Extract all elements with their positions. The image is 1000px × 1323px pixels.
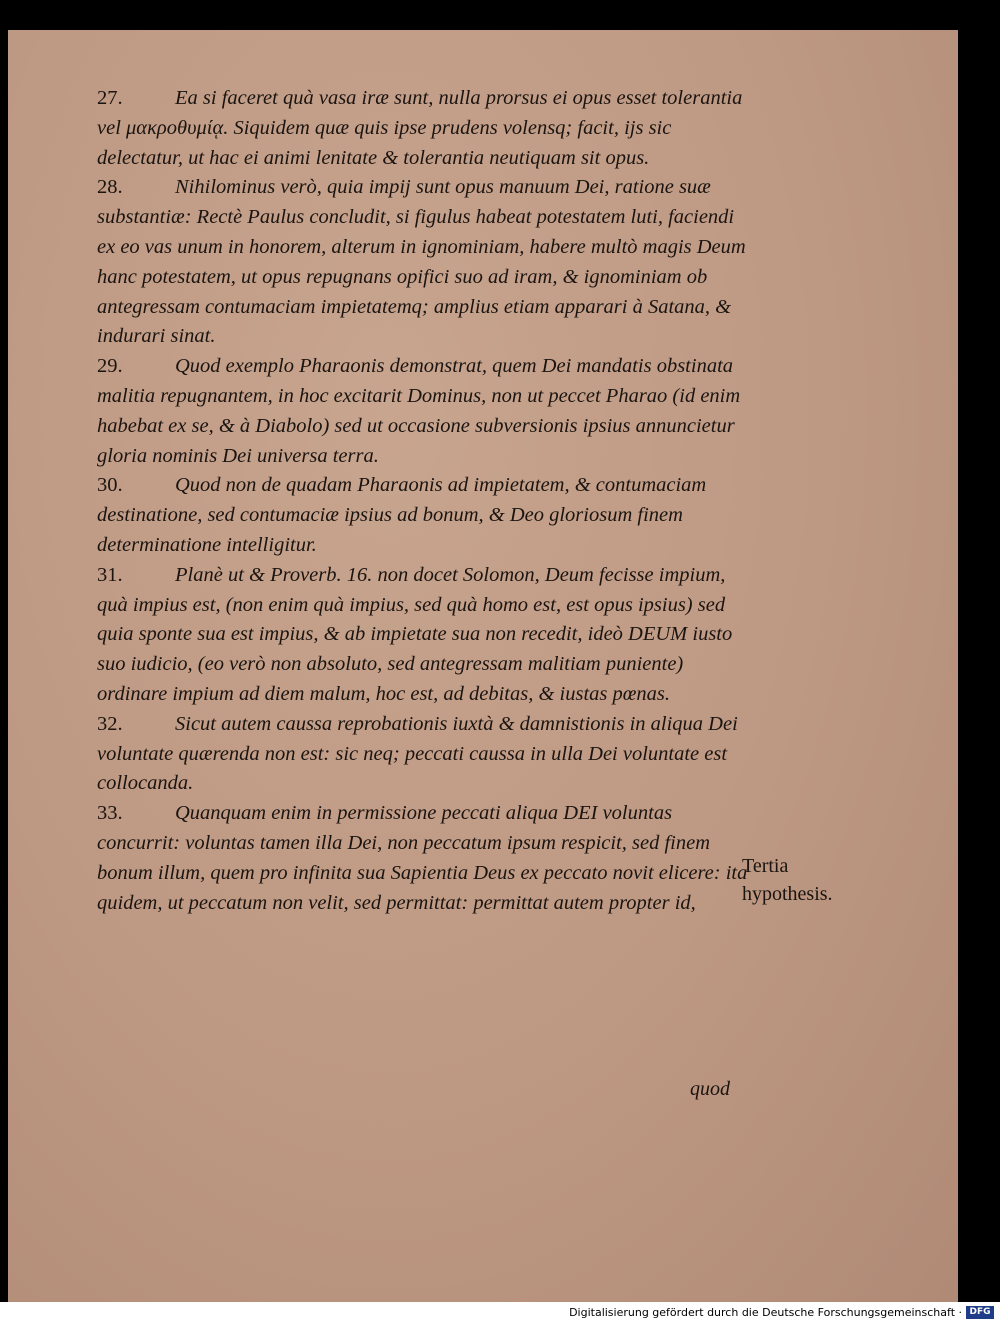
paragraph-text: Nihilominus verò, quia impij sunt opus manuum Dei, ratione suæ substantiæ: Rectè Paulus concludit, si figulus habeat potestatem luti, faciendi ex eo vas unum in honorem, alterum in ignominiam, habere multò magis Deum hanc potestatem, ut opus repugnans opifici suo ad iram, & ignominiam ob antegressam contumaciam impietatemq; amplius etiam apparari à Satana, & indurari sinat. — [97, 176, 746, 348]
digitization-footer — [0, 1302, 1000, 1323]
paragraph-number: 33. — [97, 802, 123, 825]
paragraph-32 — [97, 710, 753, 799]
paragraph-30 — [97, 471, 753, 560]
paragraph-text: Ea si faceret quà vasa iræ sunt, nulla prorsus ei opus esset tolerantia vel μακροθυμίᾳ. Siquidem quæ quis ipse prudens volensq; facit, ijs sic delectatur, ut hac ei animi lenitate & tolerantia neutiquam sit opus. — [97, 87, 743, 169]
paragraph-number: 32. — [97, 712, 123, 735]
paragraph-number: 27. — [97, 87, 123, 109]
catchword: quod — [690, 1078, 730, 1100]
main-text — [97, 84, 753, 918]
paragraph-text: Sicut autem caussa reprobationis iuxtà & damnistionis in aliqua Dei voluntate quærenda non est: sic neq; peccati caussa in ulla Dei voluntate est collocanda. — [97, 712, 738, 795]
paragraph-text: Quanquam enim in permissione peccati aliqua DEI voluntas concurrit: voluntas tamen illa Dei, non peccatum ipsum respicit, sed finem bonum illum, quem pro infinita sua Sapientia Deus ex peccato novit elicere: ita quidem, ut peccatum non velit, sed permittat: permittat autem propter id, — [97, 802, 748, 914]
paragraph-number: 31. — [97, 563, 123, 586]
footer-text: Digitalisierung gefördert durch die Deutsche Forschungsgemeinschaft · — [569, 1306, 962, 1319]
paragraph-31 — [97, 561, 753, 710]
paragraph-number: 28. — [97, 176, 123, 199]
paragraph-text: Planè ut & Proverb. 16. non docet Solomon, Deum fecisse impium, quà impius est, (non enim quà impius, sed quà homo est, est opus ipsius) sed quia sponte sua est impius, & ab impietate sua non recedit, ideò DEUM iusto suo iudicio, (eo verò non absoluto, sed antegressam malitiam puniente) ordinare impium ad diem malum, hoc est, ad debitas, & iustas pœnas. — [97, 563, 733, 705]
paragraph-number: 30. — [97, 474, 123, 497]
marginal-note: Tertia hypothesis. — [742, 855, 833, 905]
paragraph-28 — [97, 173, 753, 352]
paragraph-27 — [97, 84, 753, 173]
dfg-logo-icon: DFG — [966, 1306, 994, 1319]
paragraph-text: Quod non de quadam Pharaonis ad impietatem, & contumaciam destinatione, sed contumaciæ ipsius ad bonum, & Deo gloriosum finem determinatione intelligitur. — [97, 474, 707, 556]
paragraph-33 — [97, 799, 753, 918]
paragraph-number: 29. — [97, 355, 123, 378]
paragraph-29 — [97, 352, 753, 471]
paragraph-text: Quod exemplo Pharaonis demonstrat, quem Dei mandatis obstinata malitia repugnantem, in hoc excitarit Dominus, non ut peccet Pharao (id enim habebat ex se, & à Diabolo) sed ut occasione subversionis ipsius annuncietur gloria nominis Dei universa terra. — [97, 355, 741, 467]
